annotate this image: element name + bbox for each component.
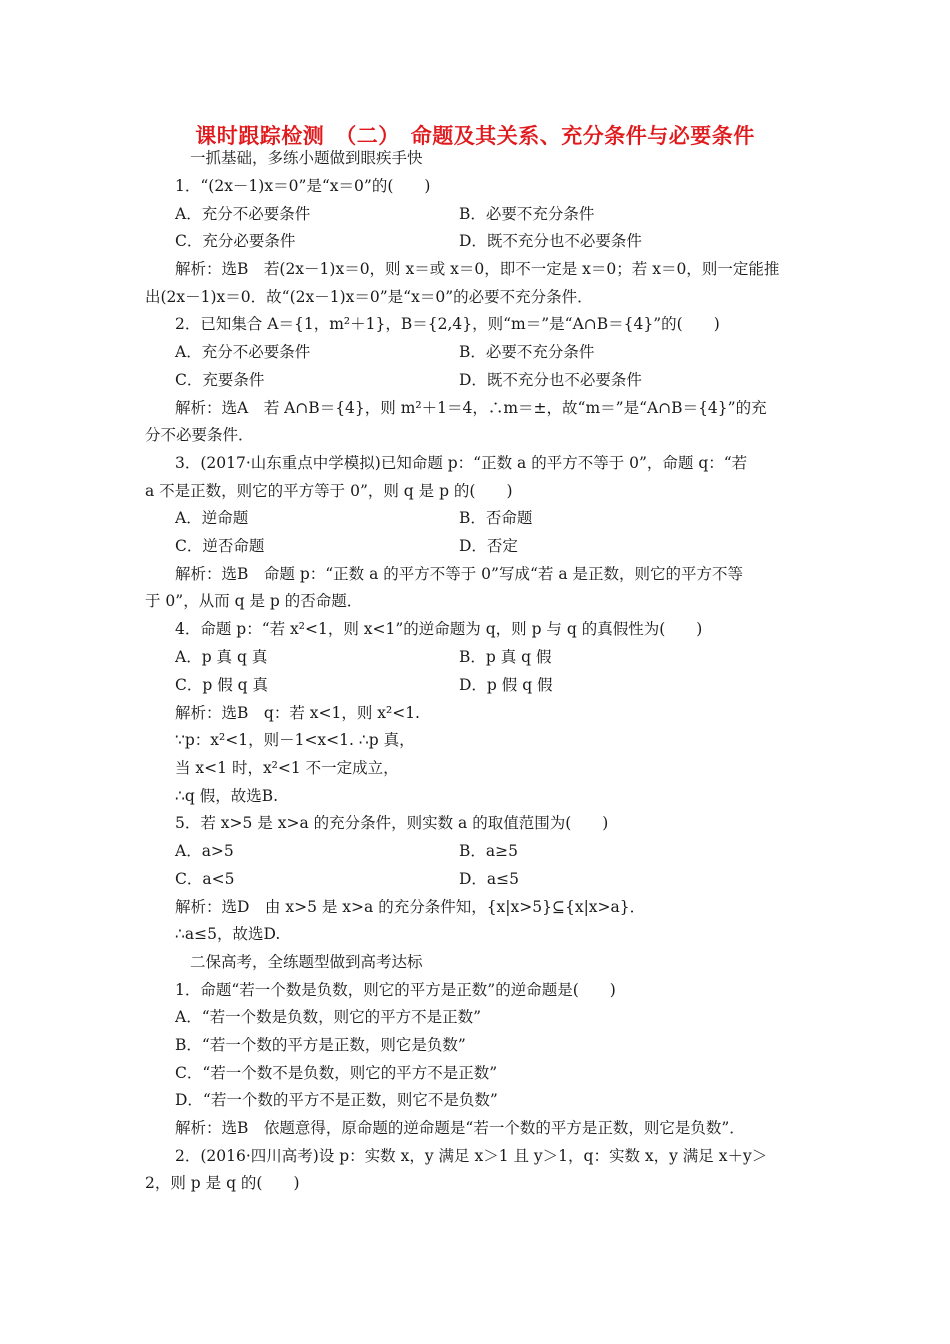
question-4-solution-line-4: ∴q 假，故选B. [175,787,279,805]
section-heading-basics: 一抓基础，多练小题做到眼疾手快 [190,149,423,167]
question-3-stem-line-2: a 不是正数，则它的平方等于 0”，则 q 是 p 的( ) [145,482,513,500]
question-1-option-a: A．充分不必要条件 [175,205,311,223]
question-3-solution-line-1: 解析：选B 命题 p：“正数 a 的平方不等于 0”写成“若 a 是正数，则它的平方不等 [175,565,743,583]
question-3-solution-line-2: 于 0”，从而 q 是 p 的否命题． [145,592,363,610]
question-1-option-b: B．必要不充分条件 [459,205,595,223]
section-heading-exam: 二保高考，全练题型做到高考达标 [190,953,423,971]
question-1-stem: 1．“(2x－1)x＝0”是“x＝0”的( ) [175,177,431,195]
question-4-stem: 4．命题 p：“若 x²<1，则 x<1”的逆命题为 q，则 p 与 q 的真假性为( ) [175,620,703,638]
question-4-option-d: D．p 假 q 假 [459,676,553,694]
practice-1-option-a: A．“若一个数是负数，则它的平方不是正数” [175,1008,482,1026]
question-2-solution-line-2: 分不必要条件． [145,426,254,444]
question-3-option-c: C．逆否命题 [175,537,265,555]
practice-1-stem: 1．命题“若一个数是负数，则它的平方是正数”的逆命题是( ) [175,981,616,999]
question-1-solution-line-2: 出(2x－1)x＝0．故“(2x－1)x＝0”是“x＝0”的必要不充分条件． [145,288,593,306]
question-5-option-c: C．a<5 [175,870,235,888]
practice-2-stem-line-2: 2，则 p 是 q 的( ) [145,1174,300,1192]
question-1-option-d: D．既不充分也不必要条件 [459,232,642,250]
question-1-option-c: C．充分必要条件 [175,232,296,250]
question-3-option-b: B．否命题 [459,509,533,527]
question-1-solution-line-1: 解析：选B 若(2x－1)x＝0，则 x＝或 x＝0，即不一定是 x＝0；若 x＝0，则一定能推 [175,260,780,278]
question-2-stem: 2．已知集合 A＝{1，m²＋1}，B＝{2,4}，则“m＝”是“A∩B＝{4}”的( ) [175,315,720,333]
practice-2-stem-line-1: 2．(2016·四川高考)设 p：实数 x，y 满足 x＞1 且 y＞1，q：实数 x，y 满足 x＋y＞ [175,1147,768,1165]
question-4-option-a: A．p 真 q 真 [175,648,268,666]
question-2-option-b: B．必要不充分条件 [459,343,595,361]
question-2-solution-line-1: 解析：选A 若 A∩B＝{4}，则 m²＋1＝4，∴m＝±，故“m＝”是“A∩B＝{4}”的充 [175,399,767,417]
question-3-option-a: A．逆命题 [175,509,249,527]
question-5-option-b: B．a≥5 [459,842,518,860]
question-4-option-b: B．p 真 q 假 [459,648,552,666]
question-5-solution-line-1: 解析：选D 由 x>5 是 x>a 的充分条件知，{x|x>5}⊆{x|x>a}． [175,898,646,916]
question-5-option-d: D．a≤5 [459,870,520,888]
question-5-option-a: A．a>5 [175,842,234,860]
practice-1-option-c: C．“若一个数不是负数，则它的平方不是正数” [175,1064,498,1082]
practice-1-option-b: B．“若一个数的平方是正数，则它是负数” [175,1036,466,1054]
question-4-solution-line-2: ∵p：x²<1，则－1<x<1. ∴p 真， [175,731,415,749]
question-2-option-d: D．既不充分也不必要条件 [459,371,642,389]
question-3-stem-line-1: 3．(2017·山东重点中学模拟)已知命题 p：“正数 a 的平方不等于 0”，命题 q：“若 [175,454,748,472]
question-5-solution-line-2: ∴a≤5，故选D. [175,925,281,943]
question-2-option-c: C．充要条件 [175,371,265,389]
question-4-solution-line-3: 当 x<1 时，x²<1 不一定成立， [175,759,399,777]
question-4-option-c: C．p 假 q 真 [175,676,268,694]
practice-1-option-d: D．“若一个数的平方不是正数，则它不是负数” [175,1091,498,1109]
page-title: 课时跟踪检测 （二） 命题及其关系、充分条件与必要条件 [195,124,755,148]
question-3-option-d: D．否定 [459,537,518,555]
question-4-solution-line-1: 解析：选B q：若 x<1，则 x²<1. [175,704,420,722]
question-2-option-a: A．充分不必要条件 [175,343,311,361]
practice-1-solution: 解析：选B 依题意得，原命题的逆命题是“若一个数的平方是正数，则它是负数”． [175,1119,745,1137]
question-5-stem: 5．若 x>5 是 x>a 的充分条件，则实数 a 的取值范围为( ) [175,814,609,832]
